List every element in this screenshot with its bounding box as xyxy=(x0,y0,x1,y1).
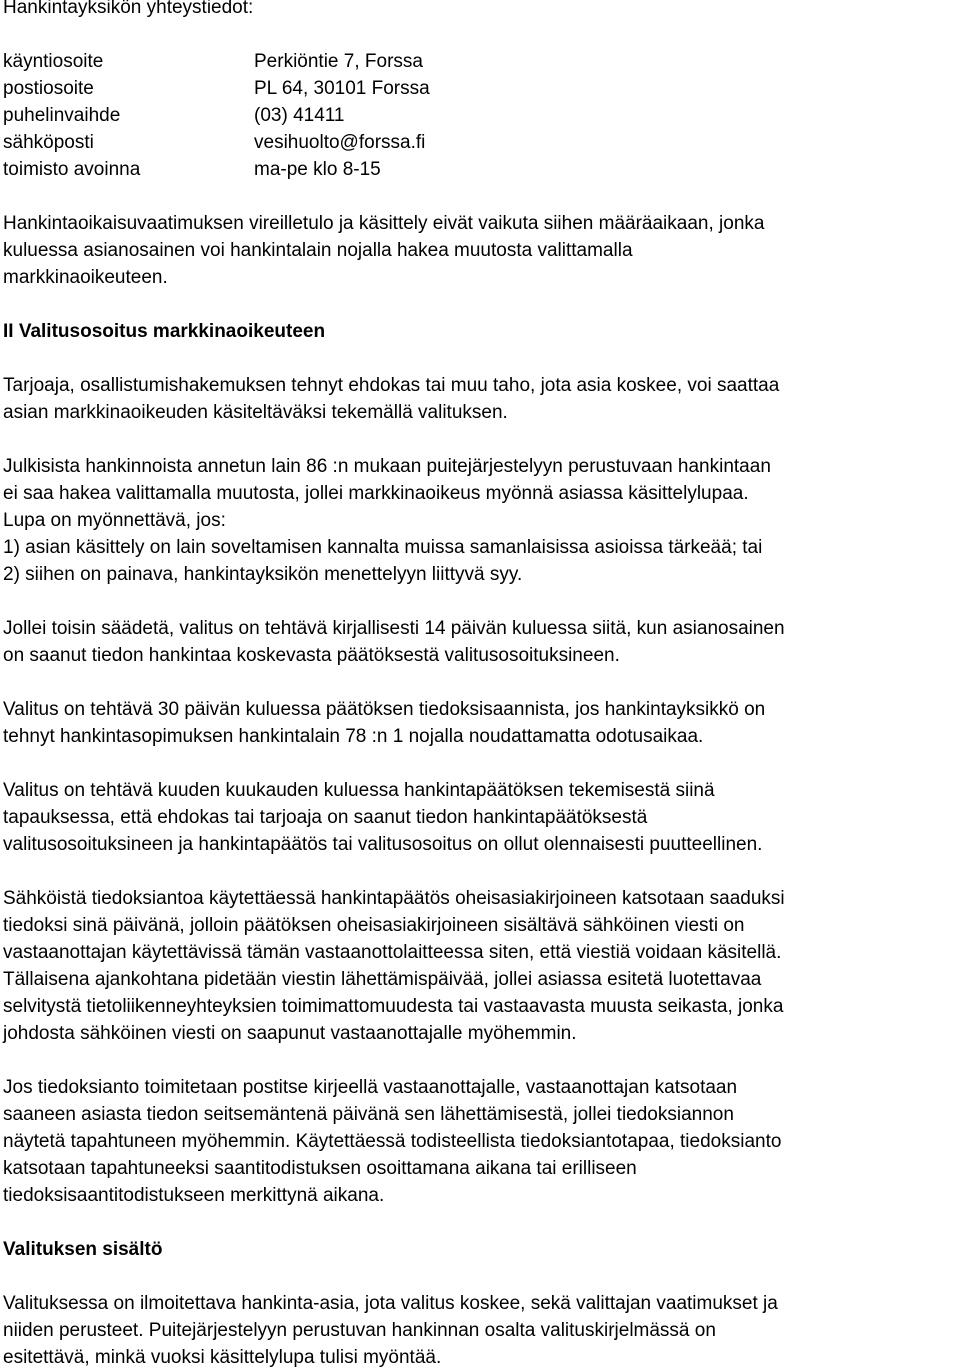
text-line: tiedoksi sinä päivänä, jolloin päätöksen oheisasiakirjoineen sisältävä sähköinen viesti on xyxy=(3,915,745,936)
contact-row xyxy=(3,156,959,183)
paragraph xyxy=(3,453,959,588)
contact-table xyxy=(3,48,959,183)
spacer xyxy=(3,1047,959,1074)
text-line: Julkisista hankinnoista annetun lain 86 :n mukaan puitejärjestelyyn perustuvaan hankintaan xyxy=(3,456,771,477)
text-line: Valitus on tehtävä 30 päivän kuluessa päätöksen tiedoksisaannista, jos hankintayksikkö on xyxy=(3,699,766,720)
spacer xyxy=(3,750,959,777)
contact-value: PL 64, 30101 Forssa xyxy=(254,78,430,99)
contact-value: ma-pe klo 8-15 xyxy=(254,159,381,180)
paragraph xyxy=(3,372,959,426)
text-line: selvitystä tietoliikenneyhteyksien toimimattomuudesta tai vastaavasta muusta seikasta, jonka xyxy=(3,996,784,1017)
section-heading-content: Valituksen sisältö xyxy=(3,1239,163,1260)
text-line: markkinaoikeuteen. xyxy=(3,267,168,288)
text-line: kuluessa asianosainen voi hankintalain nojalla hakea muutosta valittamalla xyxy=(3,240,633,261)
spacer xyxy=(3,669,959,696)
contact-label: toimisto avoinna xyxy=(3,159,141,180)
text-line: tapauksessa, että ehdokas tai tarjoaja on saanut tiedon hankintapäätöksestä xyxy=(3,807,648,828)
spacer xyxy=(3,588,959,615)
intro-paragraph xyxy=(3,210,959,291)
paragraph xyxy=(3,777,959,858)
text-line: katsotaan tapahtuneeksi saantitodistuksen osoittamana aikana tai erilliseen xyxy=(3,1158,637,1179)
paragraph xyxy=(3,885,959,1047)
spacer xyxy=(3,183,959,210)
contact-row xyxy=(3,129,959,156)
text-line: saaneen asiasta tiedon seitsemäntenä päivänä sen lähettämisestä, jollei tiedoksiannon xyxy=(3,1104,734,1125)
spacer xyxy=(3,426,959,453)
contact-label: sähköposti xyxy=(3,132,94,153)
contact-heading: Hankintayksikön yhteystiedot: xyxy=(3,0,254,18)
text-line: Sähköistä tiedoksiantoa käytettäessä hankintapäätös oheisasiakirjoineen katsotaan saaduksi xyxy=(3,888,785,909)
paragraph xyxy=(3,615,959,669)
text-line: Tällaisena ajankohtana pidetään viestin lähettämispäivää, jollei asiassa esitetä luotettavaa xyxy=(3,969,762,990)
text-line: ei saa hakea valittamalla muutosta, jollei markkinaoikeus myönnä asiassa käsittelylupaa. xyxy=(3,483,749,504)
spacer xyxy=(3,1209,959,1236)
contact-row xyxy=(3,48,959,75)
text-line: Hankintaoikaisuvaatimuksen vireilletulo ja käsittely eivät vaikuta siihen määräaikaan, jonka xyxy=(3,213,765,234)
text-line: Jos tiedoksianto toimitetaan postitse kirjeellä vastaanottajalle, vastaanottajan katsotaan xyxy=(3,1077,738,1098)
text-line: on saanut tiedon hankintaa koskevasta päätöksestä valitusosoituksineen. xyxy=(3,645,620,666)
contact-label: käyntiosoite xyxy=(3,51,104,72)
text-line: niiden perusteet. Puitejärjestelyyn perustuvan hankinnan osalta valituskirjelmässä on xyxy=(3,1320,716,1341)
contact-value: (03) 41411 xyxy=(254,105,345,126)
text-line: valitusosoituksineen ja hankintapäätös tai valitusosoitus on ollut olennaisesti puutteellinen. xyxy=(3,834,763,855)
text-line: asian markkinaoikeuden käsiteltäväksi tekemällä valituksen. xyxy=(3,402,508,423)
spacer xyxy=(3,1263,959,1290)
spacer xyxy=(3,345,959,372)
contact-email: vesihuolto@forssa.fi xyxy=(254,132,426,153)
paragraph xyxy=(3,1074,959,1209)
spacer xyxy=(3,291,959,318)
document-page xyxy=(3,0,959,1371)
text-line: 2) siihen on painava, hankintayksikön menettelyyn liittyvä syy. xyxy=(3,564,523,585)
text-line: tehnyt hankintasopimuksen hankintalain 78 :n 1 nojalla noudattamatta odotusaikaa. xyxy=(3,726,704,747)
text-line: vastaanottajan käytettävissä tämän vastaanottolaitteessa siten, että viestiä voidaan käsitellä. xyxy=(3,942,782,963)
text-line: näytetä tapahtuneen myöhemmin. Käytettäessä todisteellista tiedoksiantotapaa, tiedoksianto xyxy=(3,1131,782,1152)
contact-row xyxy=(3,102,959,129)
text-line: Tarjoaja, osallistumishakemuksen tehnyt ehdokas tai muu taho, jota asia koskee, voi saattaa xyxy=(3,375,780,396)
spacer xyxy=(3,858,959,885)
text-line: johdosta sähköinen viesti on saapunut vastaanottajalle myöhemmin. xyxy=(3,1023,577,1044)
spacer xyxy=(3,21,959,48)
text-line: Valituksessa on ilmoitettava hankinta-asia, jota valitus koskee, sekä valittajan vaatimukset ja xyxy=(3,1293,778,1314)
text-line: esitettävä, minkä vuoksi käsittelylupa tulisi myöntää. xyxy=(3,1347,442,1368)
text-line: Jollei toisin säädetä, valitus on tehtävä kirjallisesti 14 päivän kuluessa siitä, kun asianosainen xyxy=(3,618,785,639)
text-line: Valitus on tehtävä kuuden kuukauden kuluessa hankintapäätöksen tekemisestä siinä xyxy=(3,780,715,801)
contact-value: Perkiöntie 7, Forssa xyxy=(254,51,423,72)
text-line: 1) asian käsittely on lain soveltamisen kannalta muissa samanlaisissa asioissa tärkeää; tai xyxy=(3,537,763,558)
contact-label: puhelinvaihde xyxy=(3,105,121,126)
contact-label: postiosoite xyxy=(3,78,94,99)
text-line: Lupa on myönnettävä, jos: xyxy=(3,510,226,531)
paragraph xyxy=(3,1290,959,1371)
paragraph xyxy=(3,696,959,750)
section-heading-appeal: II Valitusosoitus markkinaoikeuteen xyxy=(3,321,326,342)
contact-row xyxy=(3,75,959,102)
text-line: tiedoksisaantitodistukseen merkittynä aikana. xyxy=(3,1185,385,1206)
